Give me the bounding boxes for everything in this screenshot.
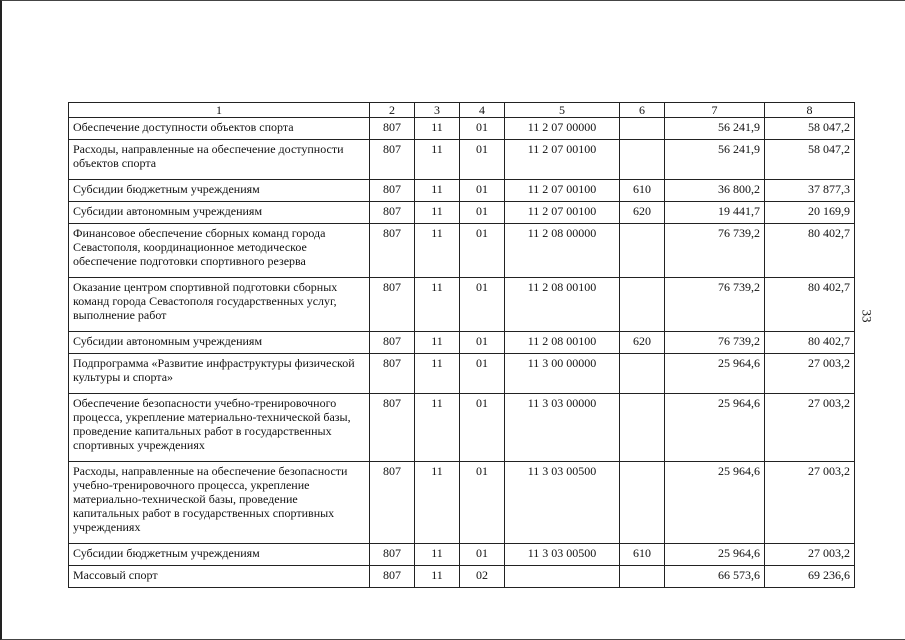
row-value-7: 25 964,6 — [665, 544, 765, 566]
row-code-6 — [620, 224, 665, 278]
row-value-8: 37 877,3 — [765, 180, 855, 202]
row-value-8: 27 003,2 — [765, 462, 855, 544]
row-value-7: 66 573,6 — [665, 566, 765, 588]
row-name: Финансовое обеспечение сборных команд города Севастополя, координационное методическое обеспечение подготовки спортивного резерва — [69, 224, 370, 278]
table-row — [69, 202, 855, 224]
row-code-2: 807 — [370, 224, 415, 278]
row-code-4: 01 — [460, 180, 505, 202]
row-value-8: 69 236,6 — [765, 566, 855, 588]
table-row — [69, 180, 855, 202]
row-code-3: 11 — [415, 180, 460, 202]
row-value-7: 25 964,6 — [665, 354, 765, 394]
row-code-5 — [505, 566, 620, 588]
budget-table — [68, 102, 855, 588]
table-row — [69, 544, 855, 566]
row-code-5: 11 2 07 00000 — [505, 118, 620, 140]
row-name: Субсидии автономным учреждениям — [69, 202, 370, 224]
row-value-8: 27 003,2 — [765, 544, 855, 566]
row-name: Оказание центром спортивной подготовки сборных команд города Севастополя государственных услуг, выполнение работ — [69, 278, 370, 332]
row-code-3: 11 — [415, 278, 460, 332]
row-code-6 — [620, 462, 665, 544]
table-row — [69, 278, 855, 332]
table-row — [69, 566, 855, 588]
row-code-5: 11 3 03 00000 — [505, 394, 620, 462]
row-code-5: 11 2 07 00100 — [505, 140, 620, 180]
row-code-4: 01 — [460, 354, 505, 394]
header-cell: 6 — [620, 103, 665, 118]
row-code-3: 11 — [415, 566, 460, 588]
table-row — [69, 224, 855, 278]
row-value-7: 25 964,6 — [665, 394, 765, 462]
header-row — [69, 103, 855, 118]
header-cell: 2 — [370, 103, 415, 118]
table-row — [69, 140, 855, 180]
header-cell: 4 — [460, 103, 505, 118]
row-value-7: 76 739,2 — [665, 278, 765, 332]
row-value-8: 80 402,7 — [765, 224, 855, 278]
row-code-6 — [620, 278, 665, 332]
row-value-8: 58 047,2 — [765, 140, 855, 180]
row-value-7: 25 964,6 — [665, 462, 765, 544]
row-code-2: 807 — [370, 394, 415, 462]
row-code-4: 01 — [460, 394, 505, 462]
header-cell: 7 — [665, 103, 765, 118]
table-row — [69, 354, 855, 394]
row-code-5: 11 3 03 00500 — [505, 544, 620, 566]
row-name: Субсидии бюджетным учреждениям — [69, 180, 370, 202]
table-row — [69, 118, 855, 140]
row-code-3: 11 — [415, 224, 460, 278]
row-name: Расходы, направленные на обеспечение доступности объектов спорта — [69, 140, 370, 180]
row-code-5: 11 3 00 00000 — [505, 354, 620, 394]
row-code-4: 02 — [460, 566, 505, 588]
row-code-6: 620 — [620, 332, 665, 354]
row-name: Обеспечение безопасности учебно-тренировочного процесса, укрепление материально-технической базы, проведение капитальных работ в государственных спортивных учреждениях — [69, 394, 370, 462]
row-value-8: 27 003,2 — [765, 354, 855, 394]
row-value-8: 27 003,2 — [765, 394, 855, 462]
header-cell: 5 — [505, 103, 620, 118]
header-cell: 8 — [765, 103, 855, 118]
row-code-4: 01 — [460, 202, 505, 224]
row-code-6: 620 — [620, 202, 665, 224]
row-code-2: 807 — [370, 354, 415, 394]
row-code-2: 807 — [370, 140, 415, 180]
row-code-4: 01 — [460, 118, 505, 140]
row-code-6 — [620, 566, 665, 588]
row-value-7: 76 739,2 — [665, 224, 765, 278]
row-code-2: 807 — [370, 332, 415, 354]
row-value-8: 58 047,2 — [765, 118, 855, 140]
row-code-3: 11 — [415, 202, 460, 224]
row-code-4: 01 — [460, 140, 505, 180]
row-code-5: 11 2 08 00100 — [505, 278, 620, 332]
row-code-4: 01 — [460, 278, 505, 332]
row-value-7: 56 241,9 — [665, 118, 765, 140]
row-code-4: 01 — [460, 462, 505, 544]
row-name: Расходы, направленные на обеспечение безопасности учебно-тренировочного процесса, укрепление материально-технической базы, проведение капитальных работ в государственных спортивных учреждениях — [69, 462, 370, 544]
row-code-2: 807 — [370, 544, 415, 566]
row-code-5: 11 3 03 00500 — [505, 462, 620, 544]
row-value-7: 36 800,2 — [665, 180, 765, 202]
row-code-3: 11 — [415, 462, 460, 544]
table-row — [69, 332, 855, 354]
page-number: 33 — [859, 309, 875, 323]
row-code-2: 807 — [370, 180, 415, 202]
row-name: Подпрограмма «Развитие инфраструктуры физической культуры и спорта» — [69, 354, 370, 394]
row-name: Массовый спорт — [69, 566, 370, 588]
row-code-3: 11 — [415, 544, 460, 566]
table-row — [69, 394, 855, 462]
header-cell: 3 — [415, 103, 460, 118]
row-value-8: 20 169,9 — [765, 202, 855, 224]
row-code-5: 11 2 08 00000 — [505, 224, 620, 278]
row-code-3: 11 — [415, 140, 460, 180]
row-code-3: 11 — [415, 354, 460, 394]
row-code-3: 11 — [415, 118, 460, 140]
row-code-6 — [620, 394, 665, 462]
row-value-7: 19 441,7 — [665, 202, 765, 224]
row-value-7: 56 241,9 — [665, 140, 765, 180]
row-code-3: 11 — [415, 394, 460, 462]
row-value-7: 76 739,2 — [665, 332, 765, 354]
row-code-6 — [620, 354, 665, 394]
row-code-2: 807 — [370, 118, 415, 140]
row-name: Обеспечение доступности объектов спорта — [69, 118, 370, 140]
row-code-6: 610 — [620, 180, 665, 202]
row-code-5: 11 2 07 00100 — [505, 180, 620, 202]
row-code-5: 11 2 07 00100 — [505, 202, 620, 224]
row-code-6: 610 — [620, 544, 665, 566]
table-row — [69, 462, 855, 544]
row-code-6 — [620, 118, 665, 140]
row-code-4: 01 — [460, 332, 505, 354]
row-name: Субсидии бюджетным учреждениям — [69, 544, 370, 566]
row-code-2: 807 — [370, 278, 415, 332]
row-value-8: 80 402,7 — [765, 332, 855, 354]
row-code-2: 807 — [370, 566, 415, 588]
header-cell: 1 — [69, 103, 370, 118]
row-code-2: 807 — [370, 202, 415, 224]
row-code-5: 11 2 08 00100 — [505, 332, 620, 354]
row-code-3: 11 — [415, 332, 460, 354]
row-code-4: 01 — [460, 544, 505, 566]
row-code-2: 807 — [370, 462, 415, 544]
row-value-8: 80 402,7 — [765, 278, 855, 332]
row-code-6 — [620, 140, 665, 180]
row-code-4: 01 — [460, 224, 505, 278]
row-name: Субсидии автономным учреждениям — [69, 332, 370, 354]
